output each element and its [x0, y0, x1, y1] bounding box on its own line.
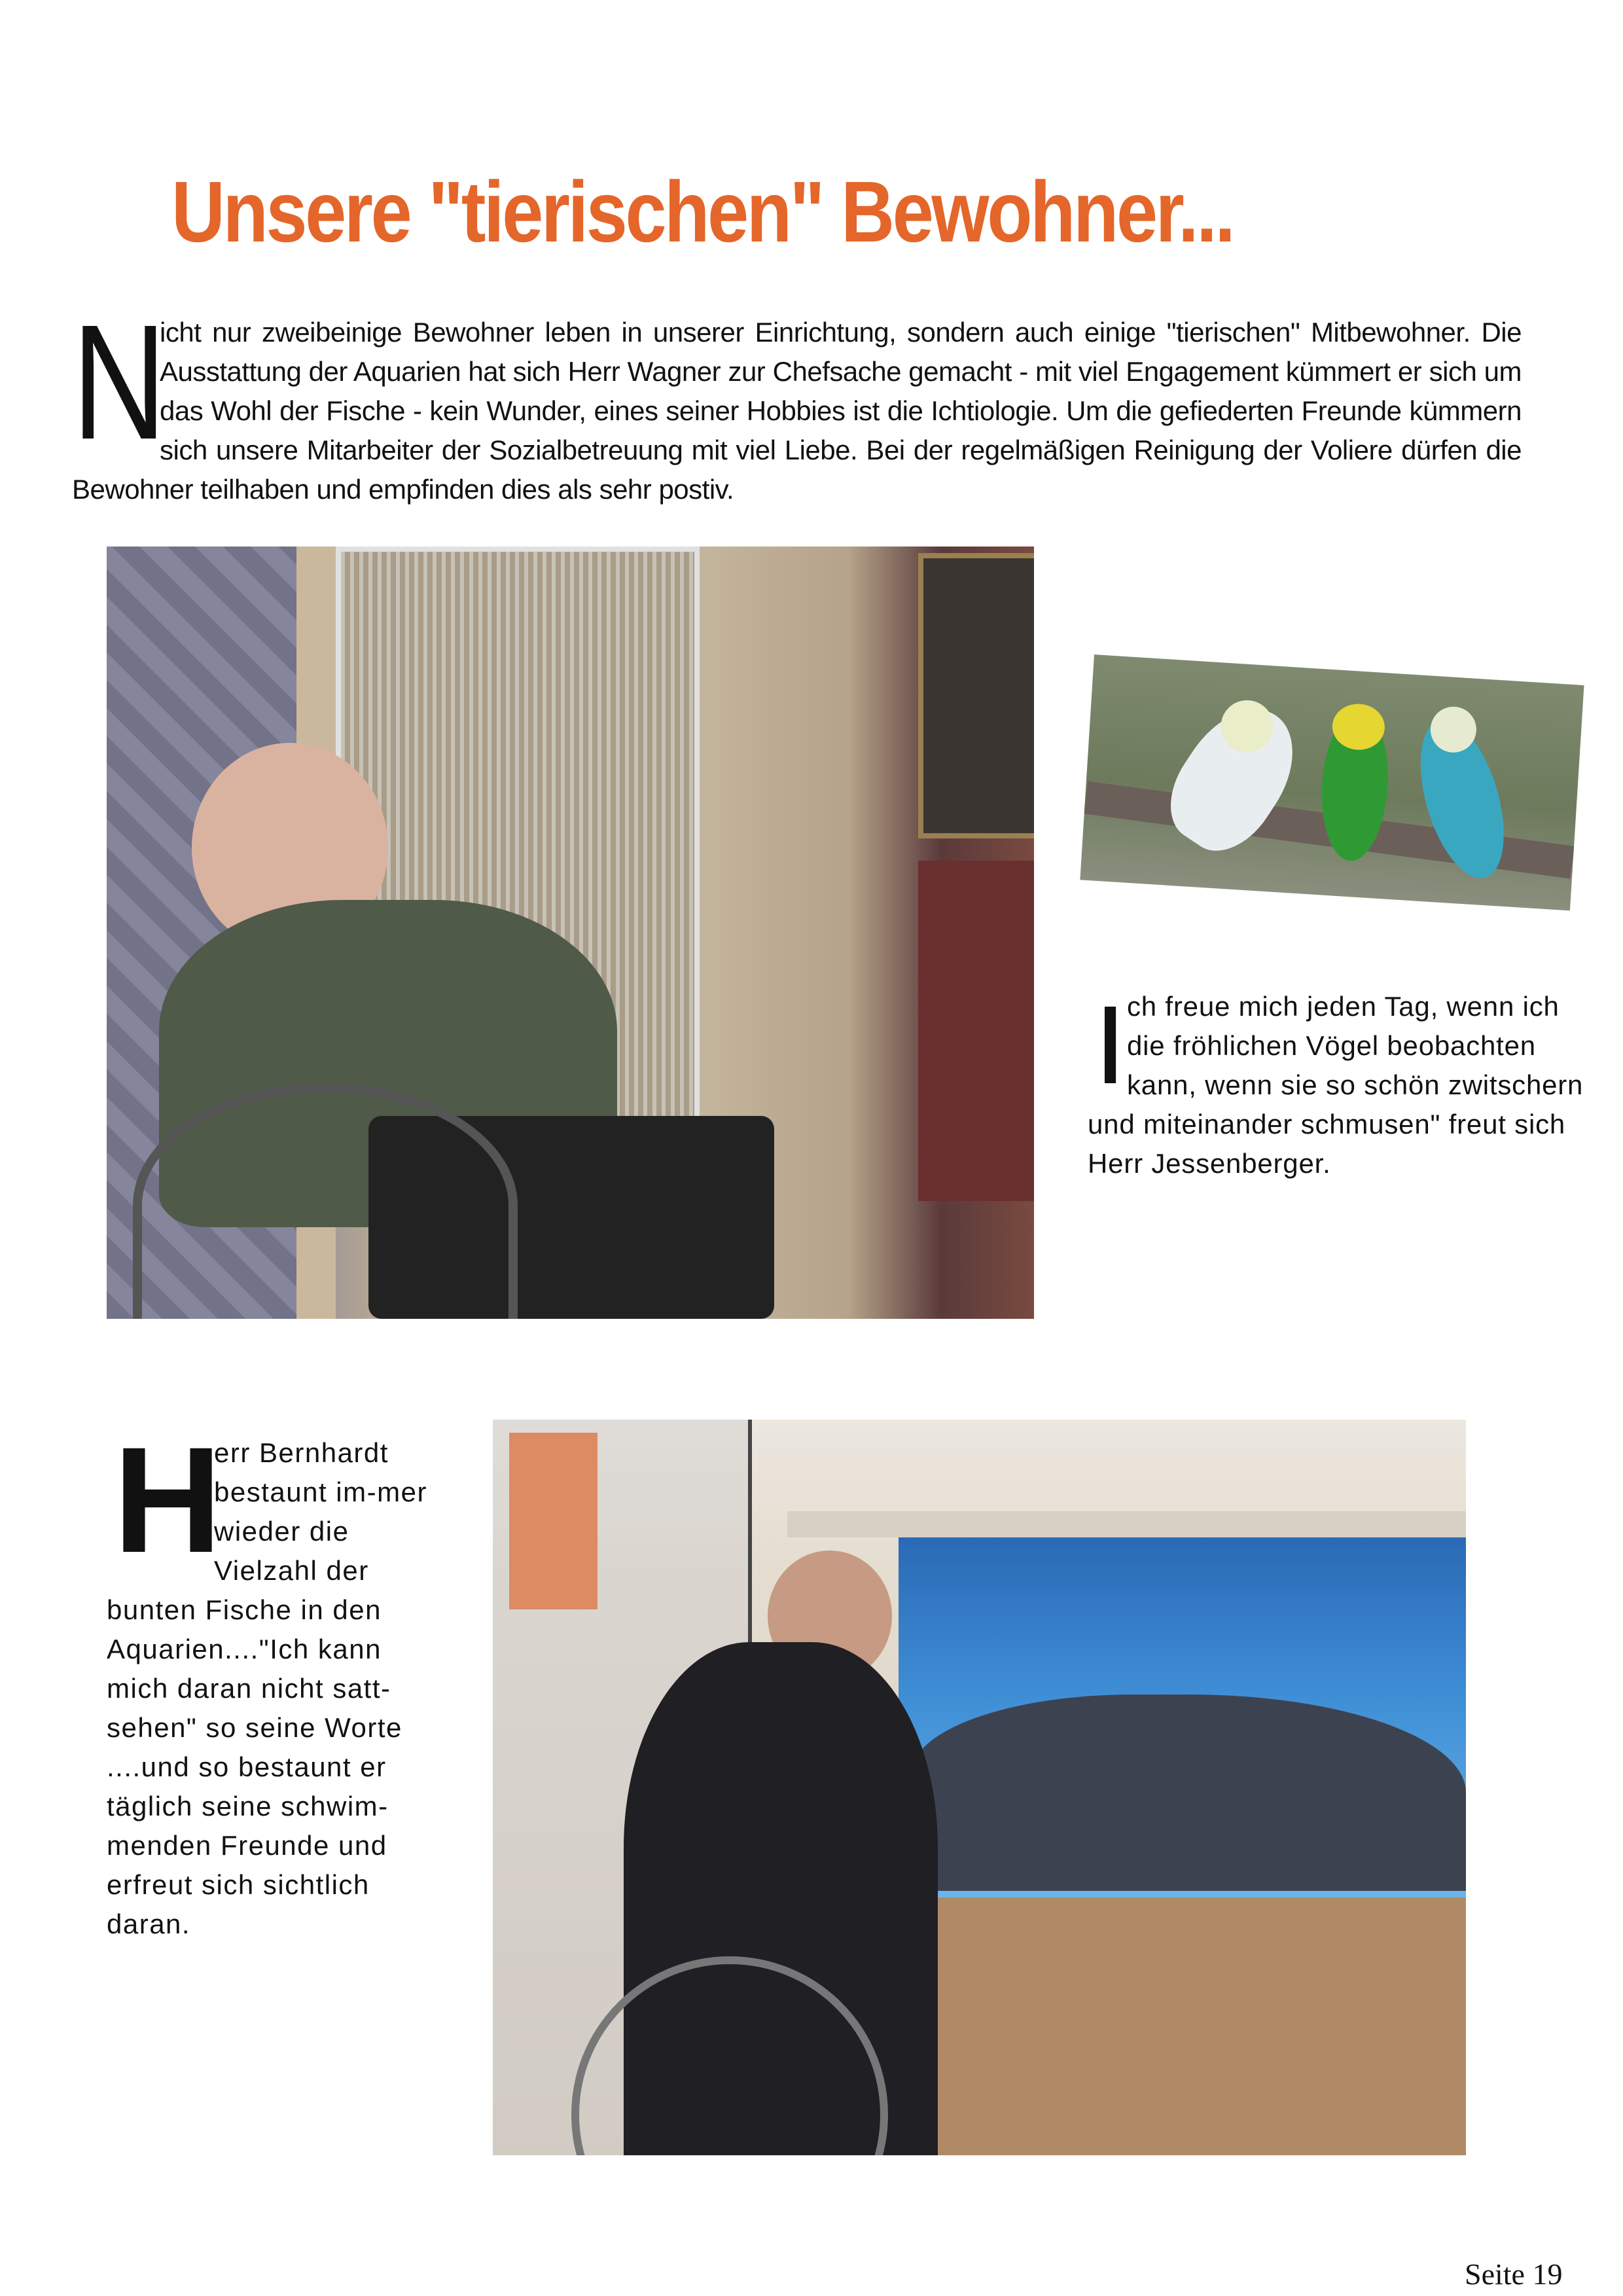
story-text: err Bernhardt bestaunt im-mer wieder die Vielzahl der bunten Fische in den Aquarien...."Ich kann mich daran nicht satt-sehen" so seine Worte ....und so bestaunt er täglich seine schwim-menden Freunde und erfreut sich sichtlich daran.: [107, 1437, 427, 1939]
drop-cap: H: [113, 1416, 223, 1584]
quote-text: ch freue mich jeden Tag, wenn ich die fröhlichen Vögel beobachten kann, wenn sie so schön zwitschern und miteinander schmusen" freut sich Herr Jessenberger.: [1088, 991, 1584, 1179]
intro-text: icht nur zweibeinige Bewohner leben in unserer Einrichtung, sondern auch einige "tierischen" Mitbewohner. Die Ausstattung der Aquarien hat sich Herr Wagner zur Chefsache gemacht - mit viel Engagement kümmert er sich um das Wohl der Fische - kein Wunder, eines seiner Hobbies ist die Ichtiologie. Um die gefiederten Freunde kümmern sich unsere Mitarbeiter der Sozialbetreuung mit viel Liebe. Bei der regelmäßigen Reinigung der Voliere dürfen die Bewohner teilhaben und empfinden dies als sehr postiv.: [72, 317, 1522, 505]
drop-cap: I: [1099, 983, 1122, 1107]
photo-resident-with-aviary: [107, 547, 1034, 1319]
drop-cap: N: [72, 291, 167, 473]
quote-paragraph: [1088, 983, 1605, 1183]
story-paragraph: [107, 1416, 434, 1944]
intro-paragraph: [72, 291, 1522, 509]
photo-budgies: [1080, 655, 1584, 910]
page-number: Seite 19: [1465, 2257, 1563, 2291]
page-title: Unsere "tierischen" Bewohner...: [171, 164, 1234, 260]
photo-resident-at-aquarium: [493, 1420, 1466, 2155]
